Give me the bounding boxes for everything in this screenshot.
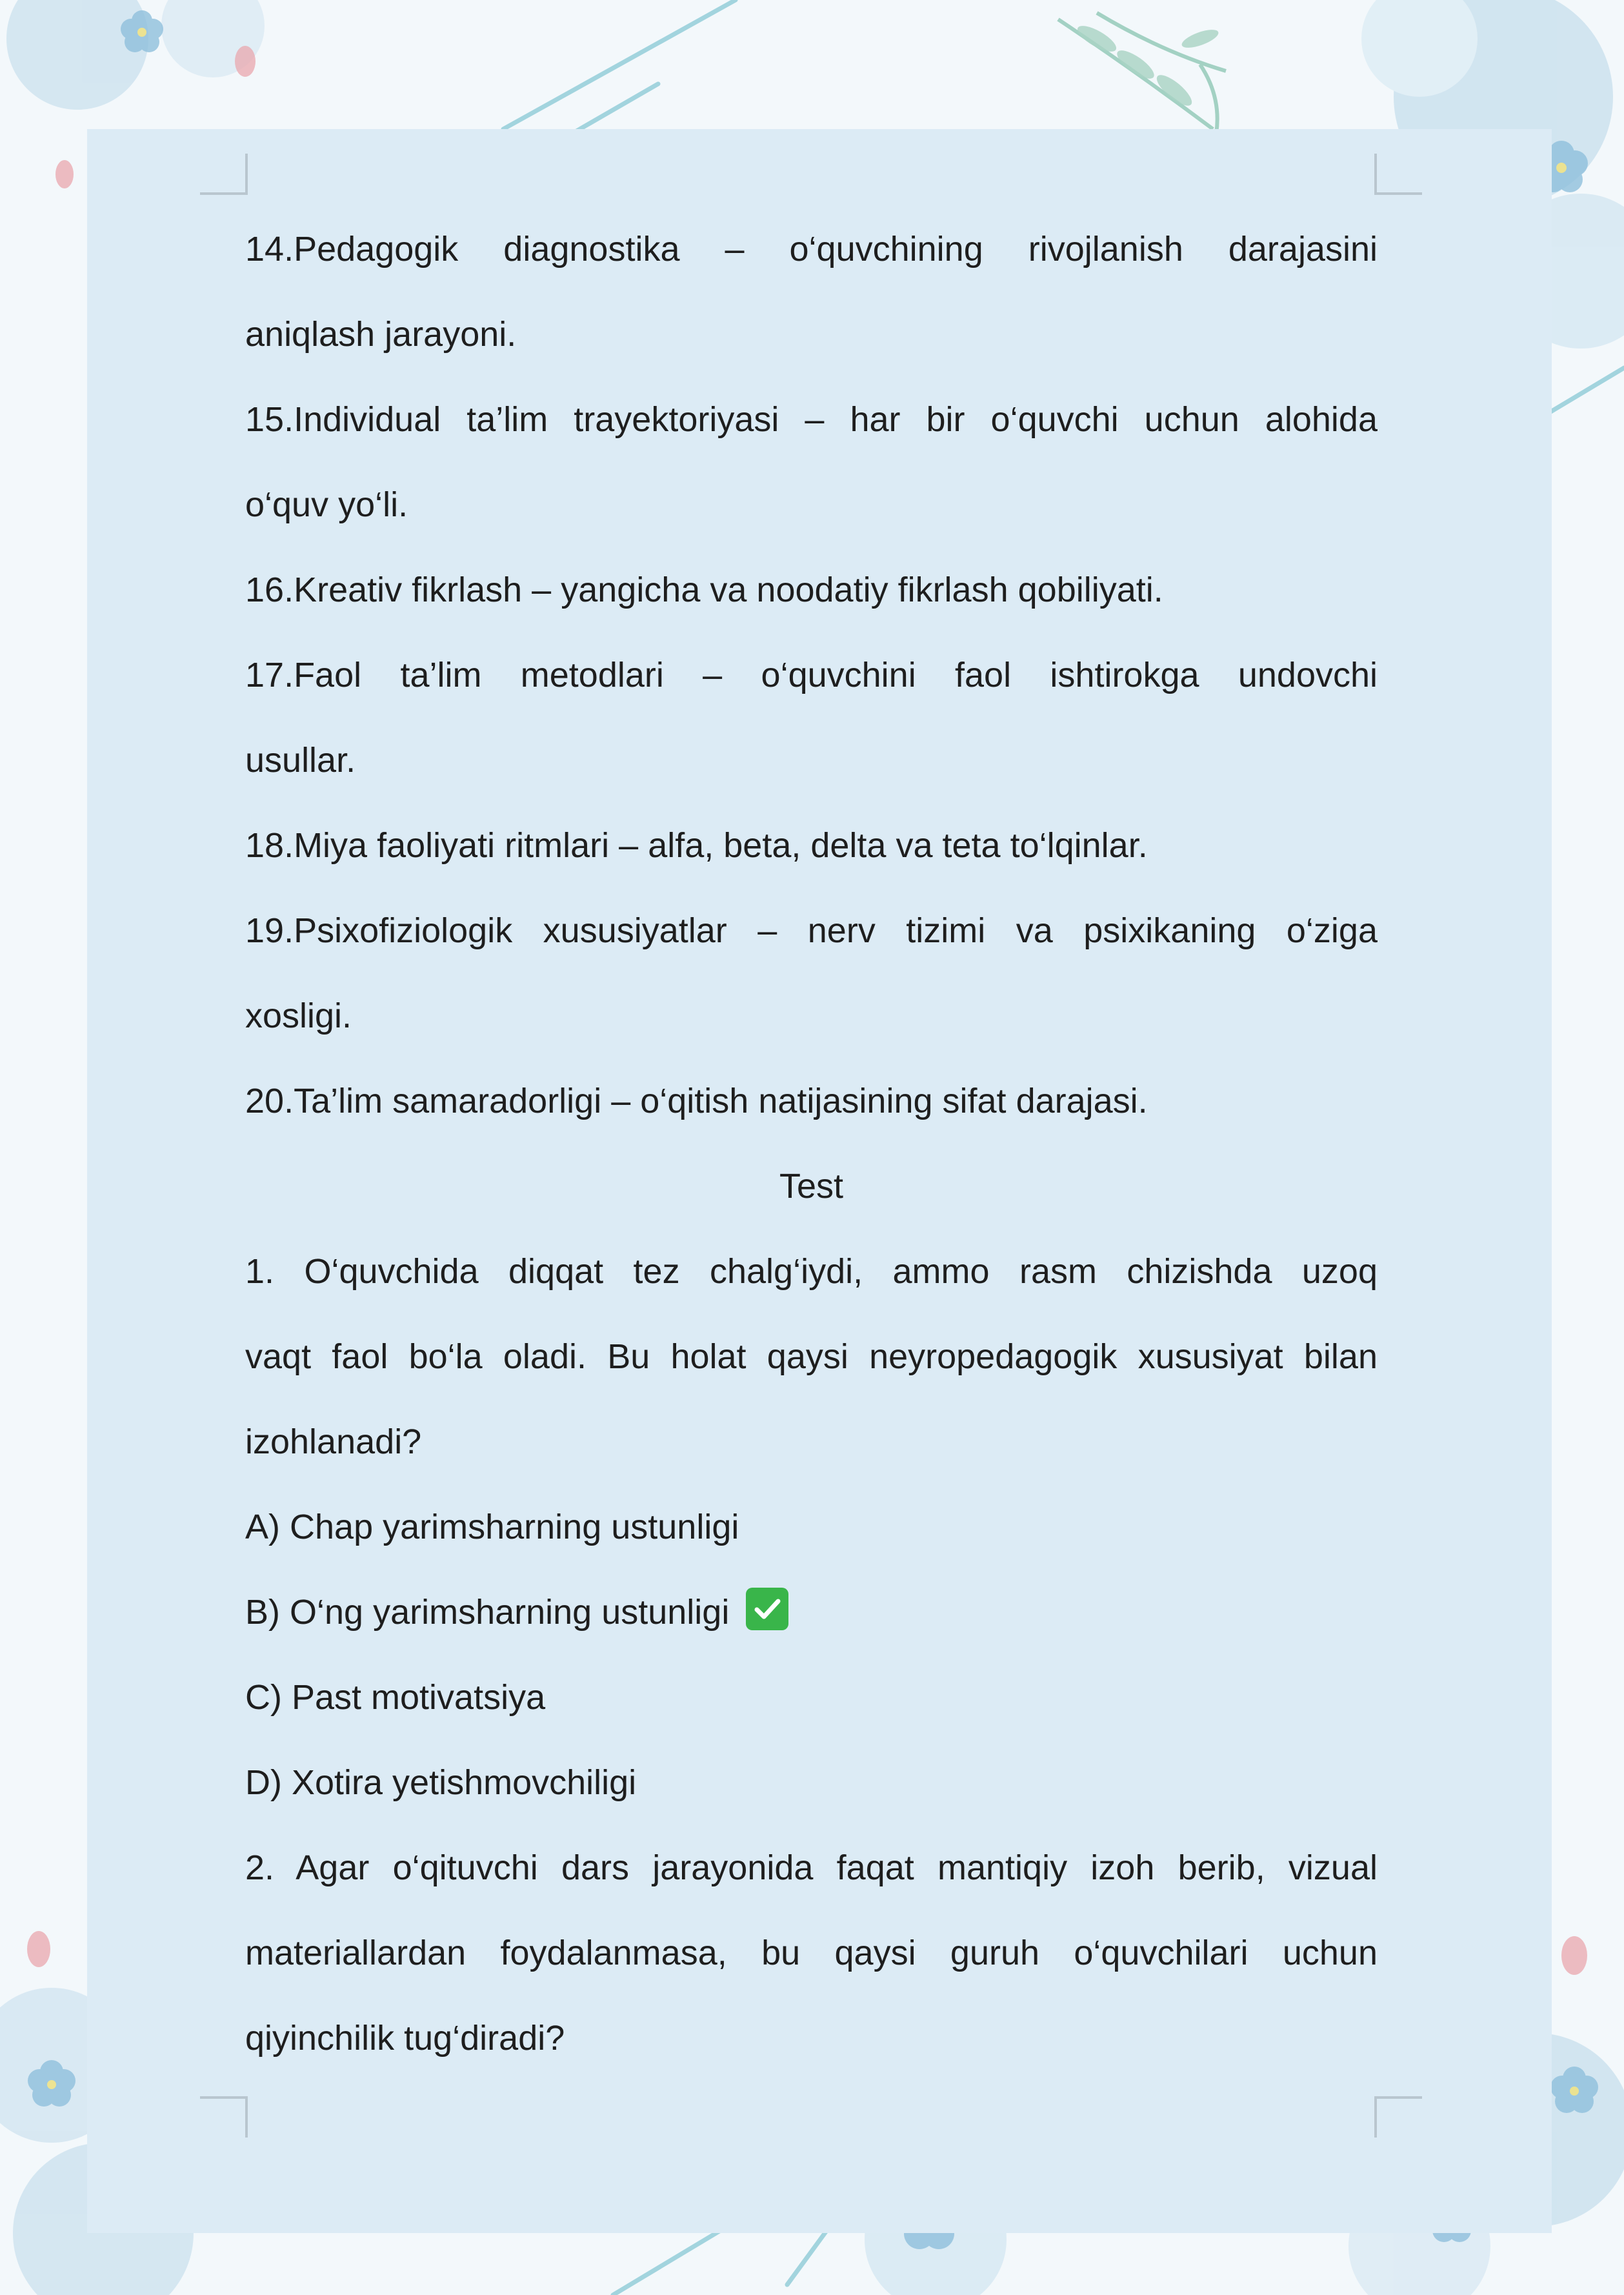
option-label: B) O‘ng yarimsharning ustunligi [245,1593,730,1632]
definition-14-line-2: aniqlash jarayoni. [245,315,517,354]
question-1-option-a [245,1484,1378,1570]
test-heading: Test [779,1167,844,1206]
corner-mark-top-right [1374,154,1422,195]
definition-19-line-2: xosligi. [245,996,352,1035]
definition-18: 18.Miya faoliyati ritmlari – alfa, beta, delta va teta to‘lqinlar. [245,826,1148,865]
definition-15-line-1: 15.Individual ta’lim trayektoriyasi – har bir o‘quvchi uchun alohida [245,400,1378,439]
definition-16: 16.Kreativ fikrlash – yangicha va noodatiy fikrlash qobiliyati. [245,571,1163,609]
question-1-option-c [245,1655,1378,1740]
definition-20: 20.Ta’lim samaradorligi – o‘qitish natijasining sifat darajasi. [245,1082,1148,1120]
question-2-line-1: 2. Agar o‘qituvchi dars jarayonida faqat mantiqiy izoh berib, vizual [245,1848,1378,1887]
question-1-line-3: izohlanadi? [245,1422,422,1461]
question-2-line-2: materiallardan foydalanmasa, bu qaysi guruh o‘quvchilari uchun [245,1934,1378,1972]
question-2-line-3: qiyinchilik tug‘diradi? [245,2019,565,2057]
definition-17-line-1: 17.Faol ta’lim metodlari – o‘quvchini faol ishtirokga undovchi [245,656,1378,694]
corner-mark-bottom-left [200,2096,248,2138]
option-label: A) Chap yarimsharning ustunligi [245,1508,739,1546]
option-label: D) Xotira yetishmovchiligi [245,1763,637,1802]
definition-17-line-2: usullar. [245,741,356,780]
definition-19-line-1: 19.Psixofiziologik xususiyatlar – nerv tizimi va psixikaning o‘ziga [245,911,1378,950]
corner-mark-top-left [200,154,248,195]
question-1-line-1: 1. O‘quvchida diqqat tez chalg‘iydi, ammo rasm chizishda uzoq [245,1252,1378,1291]
option-label: C) Past motivatsiya [245,1678,546,1717]
definition-14-line-1: 14.Pedagogik diagnostika – o‘quvchining rivojlanish darajasini [245,230,1378,268]
document-body [245,207,1378,2081]
question-1-option-b [245,1570,1378,1655]
check-mark-icon [746,1588,788,1630]
question-1-option-d [245,1740,1378,1825]
question-1-line-2: vaqt faol bo‘la oladi. Bu holat qaysi neyropedagogik xususiyat bilan [245,1337,1378,1376]
definition-15-line-2: o‘quv yo‘li. [245,485,408,524]
corner-mark-bottom-right [1374,2096,1422,2138]
